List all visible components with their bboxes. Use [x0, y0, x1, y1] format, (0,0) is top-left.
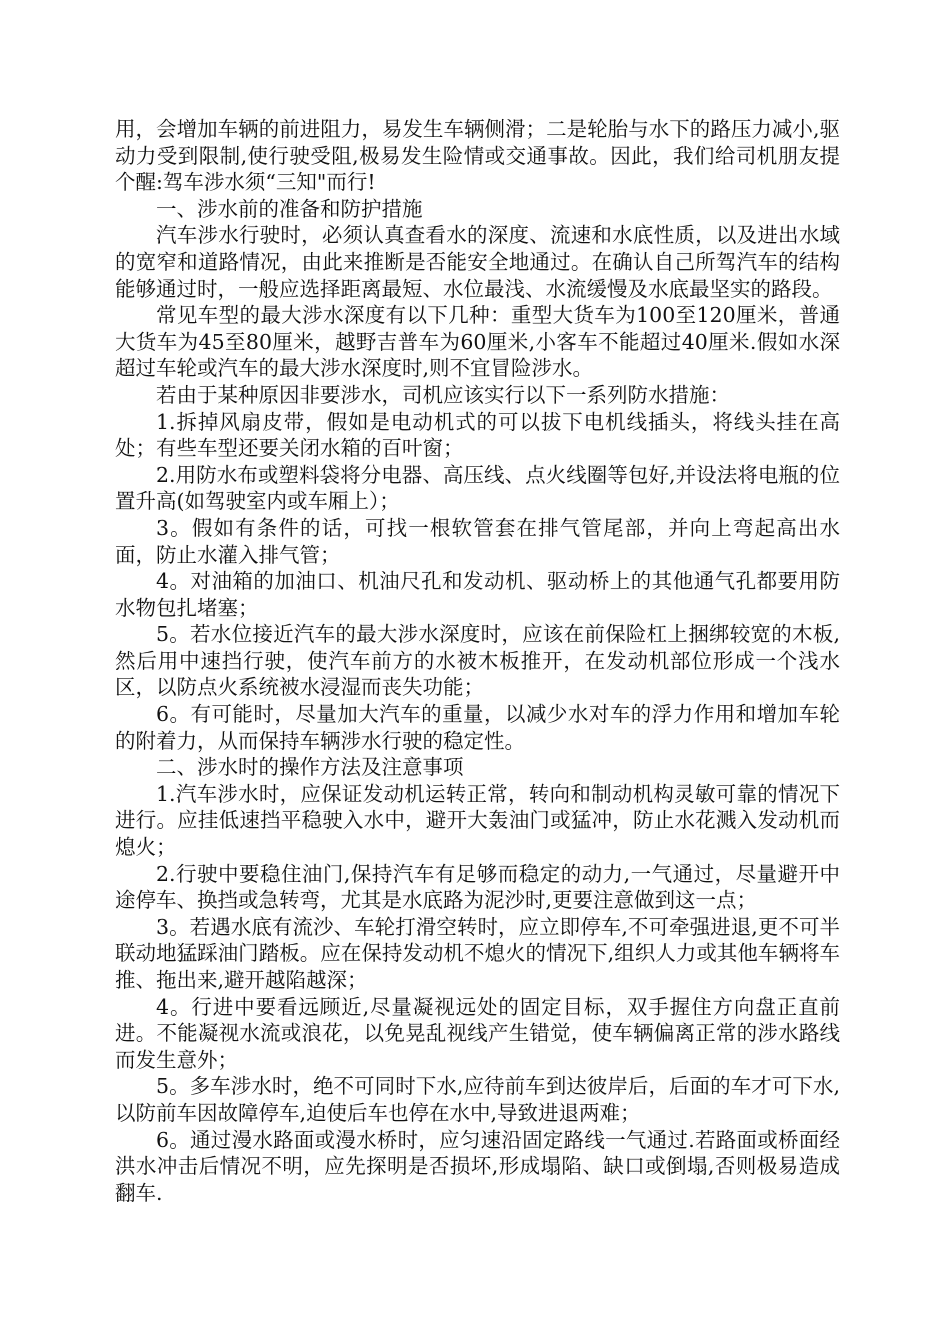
list-item: 2.行驶中要稳住油门,保持汽车有足够而稳定的动力,一气通过，尽量避开中途停车、换挡或急转弯，尤其是水底路为泥沙时,更要注意做到这一点； — [115, 861, 840, 913]
list-item: 4。行进中要看远顾近,尽量凝视远处的固定目标，双手握住方向盘正直前进。不能凝视水流或浪花，以免晃乱视线产生错觉，使车辆偏离正常的涉水路线而发生意外； — [115, 994, 840, 1072]
list-item: 4。对油箱的加油口、机油尺孔和发动机、驱动桥上的其他通气孔都要用防水物包扎堵塞； — [115, 569, 840, 620]
list-item: 3。若遇水底有流沙、车轮打滑空转时，应立即停车,不可牵强进退,更不可半联动地猛踩油门踏板。应在保持发动机不熄火的情况下,组织人力或其他车辆将车推、拖出来,避开越陷越深； — [115, 914, 840, 992]
list-item: 2.用防水布或塑料袋将分电器、高压线、点火线圈等包好,并设法将电瓶的位置升高(如驾驶室内或车厢上）； — [115, 462, 840, 514]
section-heading-2: 二、涉水时的操作方法及注意事项 — [156, 755, 464, 780]
paragraph-intro: 用，会增加车辆的前进阻力，易发生车辆侧滑；二是轮胎与水下的路压力减小,驱动力受到限制,使行驶受阻,极易发生险情或交通事故。因此，我们给司机朋友提个醒:驾车涉水须“三知"而行! — [115, 117, 840, 195]
document-body — [115, 116, 840, 1206]
list-item: 1.拆掉风扇皮带，假如是电动机式的可以拔下电机线插头，将线头挂在高处；有些车型还要关闭水箱的百叶窗； — [115, 409, 840, 461]
list-item: 3。假如有条件的话，可找一根软管套在排气管尾部，并向上弯起高出水面，防止水灌入排气管； — [115, 515, 840, 567]
list-item: 6。通过漫水路面或漫水桥时，应匀速沿固定路线一气通过.若路面或桥面经洪水冲击后情况不明，应先探明是否损坏,形成塌陷、缺口或倒塌,否则极易造成翻车. — [115, 1127, 840, 1205]
list-item: 5。若水位接近汽车的最大涉水深度时，应该在前保险杠上捆绑较宽的木板,然后用中速挡行驶，使汽车前方的水被木板推开，在发动机部位形成一个浅水区，以防点火系统被水浸湿而丧失功能； — [115, 622, 840, 700]
section-heading-1: 一、涉水前的准备和防护措施 — [156, 196, 423, 221]
paragraph: 汽车涉水行驶时，必须认真查看水的深度、流速和水底性质，以及进出水域的宽窄和道路情况，由此来推断是否能安全地通过。在确认自己所驾汽车的结构能够通过时，一般应选择距离最短、水位最浅、水流缓慢及水底最坚实的路段。 — [115, 223, 840, 301]
list-item: 6。有可能时，尽量加大汽车的重量，以减少水对车的浮力作用和增加车轮的附着力，从而保持车辆涉水行驶的稳定性。 — [115, 702, 840, 753]
paragraph: 常见车型的最大涉水深度有以下几种：重型大货车为100至120厘米，普通大货车为45至80厘米，越野吉普车为60厘米,小客车不能超过40厘米.假如水深超过车轮或汽车的最大涉水深度时,则不宜冒险涉水。 — [115, 303, 840, 381]
paragraph: 若由于某种原因非要涉水，司机应该实行以下一系列防水措施： — [156, 382, 730, 407]
list-item: 1.汽车涉水时，应保证发动机运转正常，转向和制动机构灵敏可靠的情况下进行。应挂低速挡平稳驶入水中，避开大轰油门或猛冲，防止水花溅入发动机而熄火； — [115, 781, 840, 860]
list-item: 5。多车涉水时，绝不可同时下水,应待前车到达彼岸后，后面的车才可下水,以防前车因故障停车,迫使后车也停在水中,导致进退两难； — [115, 1074, 840, 1125]
